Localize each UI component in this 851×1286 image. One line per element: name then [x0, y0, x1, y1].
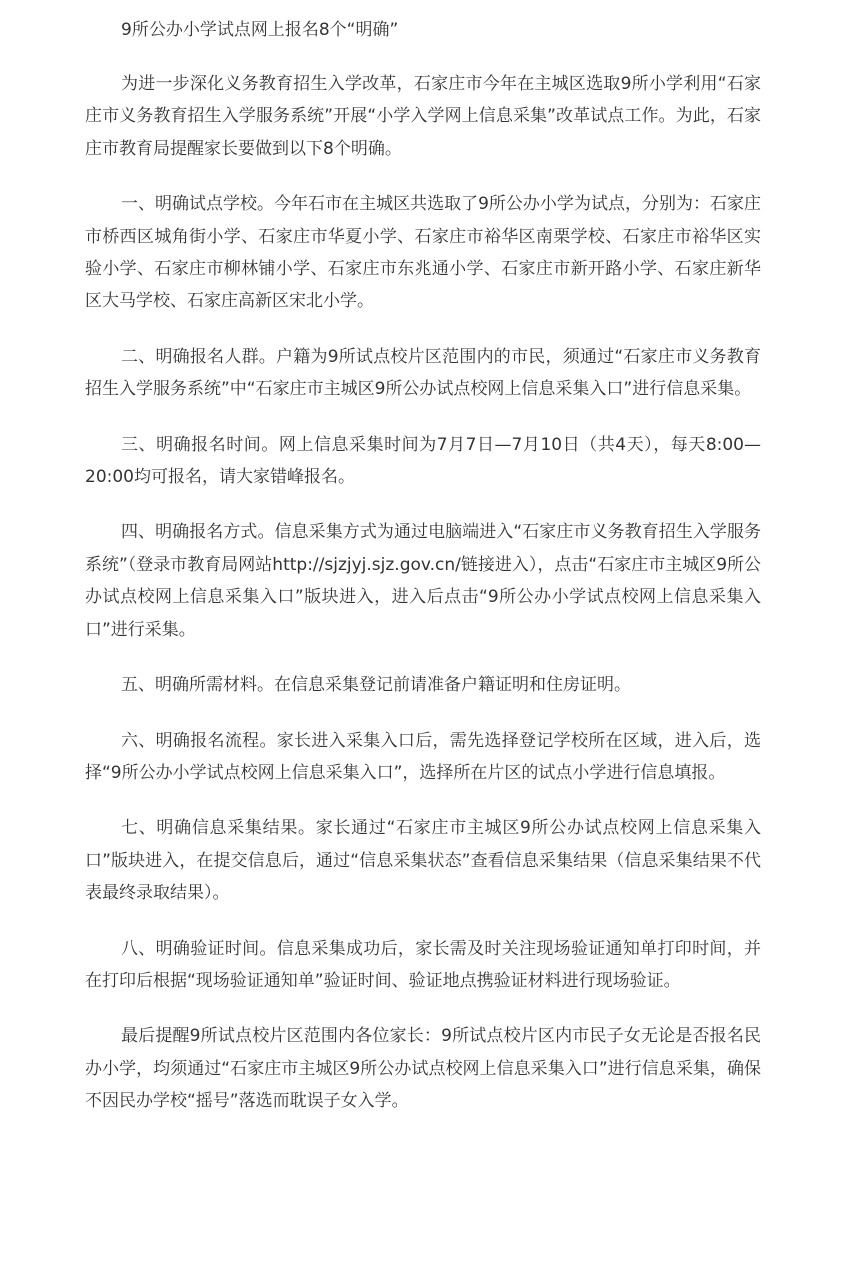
paragraph-time: 三、明确报名时间。网上信息采集时间为7月7日—7月10日（共4天），每天8:00—20:00均可报名，请大家错峰报名。 [85, 434, 761, 488]
paragraph-process: 六、明确报名流程。家长进入采集入口后，需先选择登记学校所在区域，进入后，选择“9所公办小学试点校网上信息采集入口”，选择所在片区的试点小学进行信息填报。 [85, 730, 761, 783]
intro-paragraph: 为进一步深化义务教育招生入学改革，石家庄市今年在主城区选取9所小学利用“石家庄市义务教育招生入学服务系统”开展“小学入学网上信息采集”改革试点工作。为此，石家庄市教育局提醒家长要做到以下8个明确。 [85, 74, 761, 159]
paragraph-materials: 五、明确所需材料。在信息采集登记前请准备户籍证明和住房证明。 [121, 675, 631, 696]
paragraph-school: 一、明确试点学校。今年石市在主城区共选取了9所公办小学为试点，分别为：石家庄市桥西区城角街小学、石家庄市华夏小学、石家庄市裕华区南栗学校、石家庄市裕华区实验小学、石家庄市柳林铺小学、石家庄市东兆通小学、石家庄市新开路小学、石家庄新华区大马学校、石家庄高新区宋北小学。 [85, 194, 761, 312]
paragraph-reminder: 最后提醒9所试点校片区范围内各位家长：9所试点校片区内市民子女无论是否报名民办小学，均须通过“石家庄市主城区9所公办试点校网上信息采集入口”进行信息采集，确保不因民办学校“摇号”落选而耽误子女入学。 [85, 1026, 761, 1112]
paragraph-verification: 八、明确验证时间。信息采集成功后，家长需及时关注现场验证通知单打印时间，并在打印后根据“现场验证通知单”验证时间、验证地点携验证材料进行现场验证。 [85, 938, 761, 991]
article-title: 9所公办小学试点网上报名8个“明确” [121, 20, 399, 40]
paragraph-result: 七、明确信息采集结果。家长通过“石家庄市主城区9所公办试点校网上信息采集入口”版块进入，在提交信息后，通过“信息采集状态”查看信息采集结果（信息采集结果不代表最终录取结果）。 [85, 818, 761, 904]
paragraph-applicants: 二、明确报名人群。户籍为9所试点校片区范围内的市民，须通过“石家庄市义务教育招生入学服务系统”中“石家庄市主城区9所公办试点校网上信息采集入口”进行信息采集。 [85, 346, 761, 400]
paragraph-method: 四、明确报名方式。信息采集方式为通过电脑端进入“石家庄市义务教育招生入学服务系统”（登录市教育局网站http://sjzjyj.sjz.gov.cn/链接进入），点击“石家庄市主城区9所公办试点校网上信息采集入口”版块进入，进入后点击“9所公办小学试点校网上信息采集入口”进行采集。 [85, 522, 762, 640]
